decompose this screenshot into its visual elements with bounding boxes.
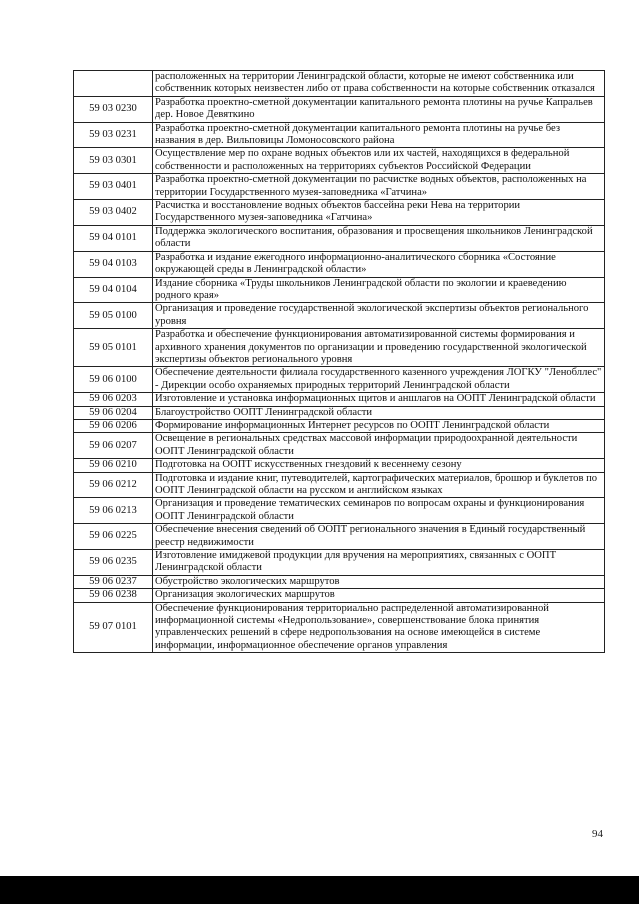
description-cell: Разработка и издание ежегодного информационно-аналитического сборника «Состояние окружающей среды в Ленинградской области» <box>153 251 605 277</box>
description-cell: Изготовление и установка информационных щитов и аншлагов на ООПТ Ленинградской области <box>153 393 605 406</box>
description-cell: расположенных на территории Ленинградской области, которые не имеют собственника или собственник которых неизвестен либо от права собственности на которые собственник отказался <box>153 71 605 97</box>
code-cell: 59 06 0213 <box>74 498 153 524</box>
description-cell: Благоустройство ООПТ Ленинградской области <box>153 406 605 419</box>
table-row <box>74 96 605 122</box>
table-row <box>74 433 605 459</box>
table-row <box>74 419 605 432</box>
code-cell: 59 06 0207 <box>74 433 153 459</box>
table-row <box>74 367 605 393</box>
table-row <box>74 148 605 174</box>
code-cell: 59 06 0212 <box>74 472 153 498</box>
description-cell: Обеспечение функционирования территориально распределенной автоматизированной информационной системы «Недропользование», совершенствование блока принятия управленческих решений в сфере недропользования на основе имеющейся в системе информации, информационное обеспечение органов управления <box>153 602 605 653</box>
description-cell: Организация и проведение тематических семинаров по вопросам охраны и функционирования ООПТ Ленинградской области <box>153 498 605 524</box>
code-cell: 59 04 0101 <box>74 225 153 251</box>
description-cell: Обеспечение деятельности филиала государственного казенного учреждения ЛОГКУ "Ленобллес" - Дирекции особо охраняемых природных территорий Ленинградской области <box>153 367 605 393</box>
code-cell: 59 03 0230 <box>74 96 153 122</box>
code-cell <box>74 71 153 97</box>
description-cell: Обустройство экологических маршрутов <box>153 575 605 588</box>
description-cell: Издание сборника «Труды школьников Ленинградской области по экологии и краеведению родного края» <box>153 277 605 303</box>
code-cell: 59 06 0238 <box>74 589 153 602</box>
code-cell: 59 04 0104 <box>74 277 153 303</box>
table-row <box>74 122 605 148</box>
table-row <box>74 550 605 576</box>
code-cell: 59 06 0225 <box>74 524 153 550</box>
code-cell: 59 06 0100 <box>74 367 153 393</box>
table-row <box>74 524 605 550</box>
table-row <box>74 459 605 472</box>
table-row <box>74 406 605 419</box>
table-row <box>74 589 605 602</box>
table-row <box>74 329 605 367</box>
page-number: 94 <box>592 828 603 840</box>
code-cell: 59 06 0206 <box>74 419 153 432</box>
description-cell: Обеспечение внесения сведений об ООПТ регионального значения в Единый государственный реестр недвижимости <box>153 524 605 550</box>
description-cell: Организация экологических маршрутов <box>153 589 605 602</box>
code-cell: 59 03 0401 <box>74 174 153 200</box>
code-cell: 59 05 0101 <box>74 329 153 367</box>
table-row <box>74 393 605 406</box>
description-cell: Подготовка и издание книг, путеводителей, картографических материалов, брошюр и буклетов по ООПТ Ленинградской области на русском и английском языках <box>153 472 605 498</box>
description-cell: Разработка проектно-сметной документации по расчистке водных объектов, расположенных на территории Государственного музея-заповедника «Гатчина» <box>153 174 605 200</box>
table-row <box>74 303 605 329</box>
description-cell: Подготовка на ООПТ искусственных гнездовий к весеннему сезону <box>153 459 605 472</box>
description-cell: Расчистка и восстановление водных объектов бассейна реки Нева на территории Государственного музея-заповедника «Гатчина» <box>153 200 605 226</box>
code-cell: 59 06 0210 <box>74 459 153 472</box>
table-row <box>74 602 605 653</box>
code-cell: 59 04 0103 <box>74 251 153 277</box>
code-cell: 59 05 0100 <box>74 303 153 329</box>
table-row <box>74 472 605 498</box>
table-row <box>74 277 605 303</box>
description-cell: Формирование информационных Интернет ресурсов по ООПТ Ленинградской области <box>153 419 605 432</box>
code-cell: 59 03 0301 <box>74 148 153 174</box>
description-cell: Разработка и обеспечение функционирования автоматизированной системы формирования и архивного хранения документов по организации и проведению государственной экологической экспертизы объектов регионального уровня <box>153 329 605 367</box>
description-cell: Осуществление мер по охране водных объектов или их частей, находящихся в федеральной собственности и расположенных на территориях субъектов Российской Федерации <box>153 148 605 174</box>
description-cell: Организация и проведение государственной экологической экспертизы объектов регионального уровня <box>153 303 605 329</box>
code-cell: 59 03 0231 <box>74 122 153 148</box>
description-cell: Поддержка экологического воспитания, образования и просвещения школьников Ленинградской области <box>153 225 605 251</box>
code-cell: 59 06 0237 <box>74 575 153 588</box>
description-cell: Изготовление имиджевой продукции для вручения на мероприятиях, связанных с ООПТ Ленинградской области <box>153 550 605 576</box>
code-cell: 59 06 0204 <box>74 406 153 419</box>
budget-codes-table <box>73 70 605 653</box>
code-cell: 59 06 0203 <box>74 393 153 406</box>
description-cell: Разработка проектно-сметной документации капитального ремонта плотины на ручье Капральев дер. Новое Девяткино <box>153 96 605 122</box>
code-cell: 59 06 0235 <box>74 550 153 576</box>
table-row <box>74 174 605 200</box>
table-row <box>74 225 605 251</box>
code-cell: 59 03 0402 <box>74 200 153 226</box>
table-row <box>74 251 605 277</box>
scan-border-bottom <box>0 876 639 904</box>
code-cell: 59 07 0101 <box>74 602 153 653</box>
table-row <box>74 575 605 588</box>
table-row <box>74 200 605 226</box>
description-cell: Освещение в региональных средствах массовой информации природоохранной деятельности ООПТ Ленинградской области <box>153 433 605 459</box>
table-row <box>74 498 605 524</box>
table-row <box>74 71 605 97</box>
description-cell: Разработка проектно-сметной документации капитального ремонта плотины на ручье без названия в дер. Вильповицы Ломоносовского района <box>153 122 605 148</box>
